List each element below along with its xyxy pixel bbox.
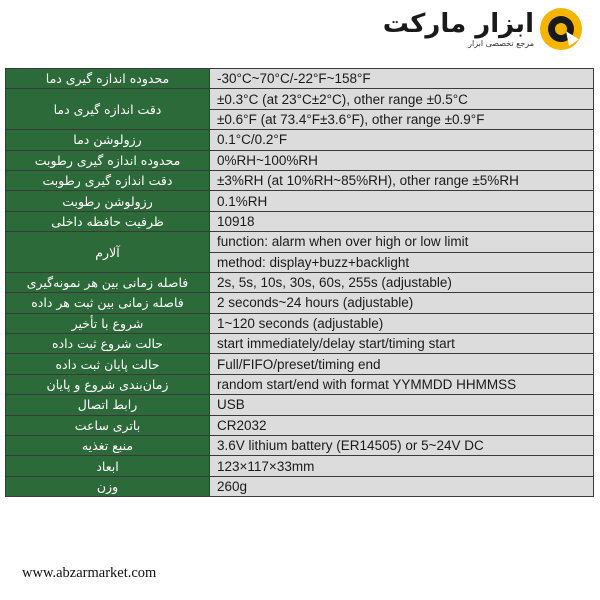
spec-value: 0.1°C/0.2°F — [210, 130, 594, 150]
spec-table-body — [6, 69, 594, 497]
spec-label: زمان‌بندی شروع و پایان — [6, 374, 210, 394]
spec-value: -30°C~70°C/-22°F~158°F — [210, 69, 594, 89]
spec-label: وزن — [6, 476, 210, 496]
spec-row — [6, 211, 594, 231]
spec-label: باتری ساعت — [6, 415, 210, 435]
spec-table — [5, 68, 594, 497]
spec-label: منبع تغذیه — [6, 436, 210, 456]
spec-value: 0.1%RH — [210, 191, 594, 211]
spec-value: 1~120 seconds (adjustable) — [210, 313, 594, 333]
spec-row — [6, 374, 594, 394]
spec-row — [6, 170, 594, 190]
spec-row — [6, 69, 594, 89]
spec-label: ابعاد — [6, 456, 210, 476]
spec-label: محدوده اندازه گیری دما — [6, 69, 210, 89]
spec-value: USB — [210, 395, 594, 415]
spec-row — [6, 334, 594, 354]
spec-label: آلارم — [6, 232, 210, 273]
brand-name: ابزار مارکت — [382, 8, 534, 39]
spec-label: دقت اندازه گیری رطوبت — [6, 170, 210, 190]
brand-mark-icon — [540, 8, 582, 50]
spec-row — [6, 415, 594, 435]
spec-row — [6, 456, 594, 476]
spec-label: حالت پایان ثبت داده — [6, 354, 210, 374]
spec-row — [6, 150, 594, 170]
spec-value: 260g — [210, 476, 594, 496]
spec-row — [6, 313, 594, 333]
spec-value: 10918 — [210, 211, 594, 231]
spec-row — [6, 436, 594, 456]
spec-label: ظرفیت حافظه داخلی — [6, 211, 210, 231]
spec-row — [6, 130, 594, 150]
spec-label: شروع با تأخیر — [6, 313, 210, 333]
spec-row — [6, 476, 594, 496]
spec-value: ±3%RH (at 10%RH~85%RH), other range ±5%RH — [210, 170, 594, 190]
spec-row — [6, 395, 594, 415]
spec-value: 2s, 5s, 10s, 30s, 60s, 255s (adjustable) — [210, 272, 594, 292]
spec-value: function: alarm when over high or low limit — [210, 232, 594, 252]
spec-label: دقت اندازه گیری دما — [6, 89, 210, 130]
website-url: www.abzarmarket.com — [22, 565, 157, 581]
spec-value: 3.6V lithium battery (ER14505) or 5~24V DC — [210, 436, 594, 456]
brand-tagline: مرجع تخصصی ابزار — [468, 38, 534, 48]
spec-value: start immediately/delay start/timing start — [210, 334, 594, 354]
spec-value: method: display+buzz+backlight — [210, 252, 594, 272]
spec-label: رابط اتصال — [6, 395, 210, 415]
brand-text — [382, 8, 534, 48]
spec-row — [6, 272, 594, 292]
spec-row — [6, 89, 594, 109]
spec-value: 0%RH~100%RH — [210, 150, 594, 170]
spec-label: حالت شروع ثبت داده — [6, 334, 210, 354]
spec-value: random start/end with format YYMMDD HHMMSS — [210, 374, 594, 394]
spec-row — [6, 354, 594, 374]
spec-row — [6, 191, 594, 211]
spec-label: فاصله زمانی بین ثبت هر داده — [6, 293, 210, 313]
spec-value: Full/FIFO/preset/timing end — [210, 354, 594, 374]
spec-value: ±0.3°C (at 23°C±2°C), other range ±0.5°C — [210, 89, 594, 109]
spec-label: رزولوشن رطوبت — [6, 191, 210, 211]
spec-row — [6, 232, 594, 252]
spec-value: 2 seconds~24 hours (adjustable) — [210, 293, 594, 313]
spec-label: فاصله زمانی بین هر نمونه‌گیری — [6, 272, 210, 292]
spec-value: ±0.6°F (at 73.4°F±3.6°F), other range ±0.9°F — [210, 109, 594, 129]
spec-value: 123×117×33mm — [210, 456, 594, 476]
spec-row — [6, 293, 594, 313]
spec-value: CR2032 — [210, 415, 594, 435]
spec-label: رزولوشن دما — [6, 130, 210, 150]
spec-label: محدوده اندازه گیری رطوبت — [6, 150, 210, 170]
cursor-icon — [561, 28, 579, 46]
brand-logo — [383, 8, 582, 50]
